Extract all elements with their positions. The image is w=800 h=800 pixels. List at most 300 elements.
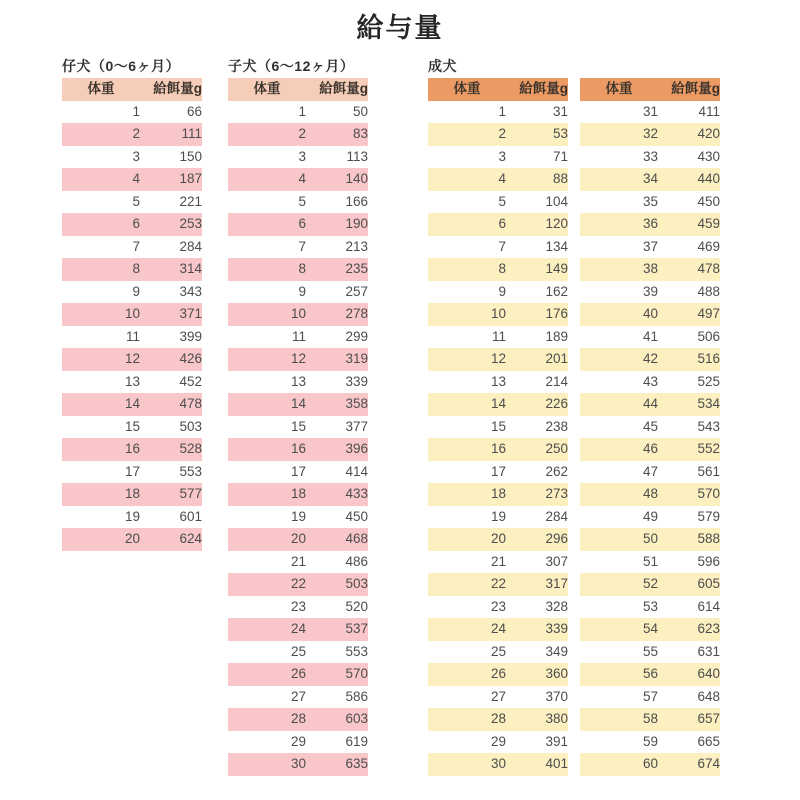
table-row xyxy=(62,326,202,349)
amount-cell: 468 xyxy=(306,528,368,551)
amount-cell: 648 xyxy=(697,688,720,704)
amount-cell: 450 xyxy=(345,508,368,524)
weight-cell: 14 xyxy=(428,393,506,416)
table-row xyxy=(580,618,720,641)
weight-cell: 53 xyxy=(642,598,658,614)
amount-cell: 603 xyxy=(306,708,368,731)
weight-cell: 25 xyxy=(290,643,306,659)
weight-cell: 6 xyxy=(62,213,140,236)
weight-cell: 39 xyxy=(642,283,658,299)
table-row xyxy=(228,708,368,731)
table-header-row xyxy=(580,78,720,101)
table-row xyxy=(228,326,368,349)
table-row xyxy=(62,281,202,304)
amount-cell: 396 xyxy=(306,438,368,461)
weight-cell: 1 xyxy=(498,103,506,119)
table-row xyxy=(428,123,568,146)
weight-cell: 26 xyxy=(428,663,506,686)
amount-cell: 420 xyxy=(658,123,720,146)
table-row xyxy=(428,663,568,686)
table-row xyxy=(428,348,568,371)
amount-cell: 299 xyxy=(345,328,368,344)
table-row xyxy=(428,393,568,416)
amount-cell: 314 xyxy=(140,258,202,281)
amount-cell: 440 xyxy=(658,168,720,191)
table-row xyxy=(428,753,568,776)
weight-cell: 42 xyxy=(580,348,658,371)
table-row xyxy=(428,146,568,169)
weight-cell: 32 xyxy=(580,123,658,146)
amount-cell: 253 xyxy=(140,213,202,236)
table-row xyxy=(428,236,568,259)
table-row xyxy=(428,101,568,124)
weight-cell: 19 xyxy=(290,508,306,524)
table-row xyxy=(62,506,202,529)
weight-cell: 5 xyxy=(298,193,306,209)
amount-cell: 296 xyxy=(506,528,568,551)
weight-cell: 23 xyxy=(490,598,506,614)
amount-cell: 624 xyxy=(140,528,202,551)
amount-cell: 543 xyxy=(697,418,720,434)
weight-cell: 9 xyxy=(298,283,306,299)
weight-cell: 28 xyxy=(428,708,506,731)
table-row xyxy=(580,483,720,506)
amount-cell: 284 xyxy=(179,238,202,254)
amount-cell: 111 xyxy=(140,123,202,146)
amount-cell: 113 xyxy=(346,148,368,164)
weight-cell: 24 xyxy=(428,618,506,641)
table-row xyxy=(228,551,368,574)
weight-cell: 16 xyxy=(62,438,140,461)
weight-cell: 15 xyxy=(124,418,140,434)
amount-cell: 328 xyxy=(545,598,568,614)
amount-cell: 503 xyxy=(179,418,202,434)
amount-cell: 459 xyxy=(658,213,720,236)
weight-cell: 11 xyxy=(125,328,140,344)
amount-cell: 534 xyxy=(658,393,720,416)
table-row xyxy=(228,168,368,191)
weight-cell: 5 xyxy=(132,193,140,209)
weight-cell: 4 xyxy=(62,168,140,191)
weight-cell: 35 xyxy=(642,193,658,209)
amount-cell: 213 xyxy=(345,238,368,254)
column-header-amount: 給餌量g xyxy=(658,78,720,101)
weight-cell: 22 xyxy=(428,573,506,596)
table-row xyxy=(580,416,720,439)
table-row xyxy=(62,213,202,236)
weight-cell: 17 xyxy=(290,463,306,479)
table-row xyxy=(428,213,568,236)
amount-cell: 631 xyxy=(697,643,720,659)
amount-cell: 50 xyxy=(352,103,368,119)
table-row xyxy=(580,708,720,731)
weight-cell: 36 xyxy=(580,213,658,236)
table-row xyxy=(428,281,568,304)
table-row xyxy=(228,416,368,439)
amount-cell: 284 xyxy=(545,508,568,524)
amount-cell: 391 xyxy=(545,733,568,749)
weight-cell: 2 xyxy=(428,123,506,146)
table-row xyxy=(428,528,568,551)
amount-cell: 469 xyxy=(697,238,720,254)
column-header-amount: 給餌量g xyxy=(306,78,368,101)
table-row xyxy=(62,371,202,394)
page-title: 給与量 xyxy=(356,13,444,43)
table-row xyxy=(228,686,368,709)
weight-cell: 59 xyxy=(642,733,658,749)
amount-cell: 497 xyxy=(658,303,720,326)
weight-cell: 8 xyxy=(228,258,306,281)
table-row xyxy=(228,213,368,236)
column-header-amount: 給餌量g xyxy=(506,78,568,101)
table-header-row xyxy=(228,78,368,101)
weight-cell: 22 xyxy=(228,573,306,596)
table-row xyxy=(228,461,368,484)
amount-cell: 426 xyxy=(140,348,202,371)
table-row xyxy=(580,731,720,754)
amount-cell: 371 xyxy=(140,303,202,326)
weight-cell: 27 xyxy=(290,688,306,704)
table-row xyxy=(228,258,368,281)
weight-cell: 17 xyxy=(490,463,506,479)
weight-cell: 58 xyxy=(580,708,658,731)
table-row xyxy=(428,686,568,709)
weight-cell: 54 xyxy=(580,618,658,641)
amount-cell: 596 xyxy=(697,553,720,569)
table-row xyxy=(580,101,720,124)
amount-cell: 88 xyxy=(506,168,568,191)
amount-cell: 553 xyxy=(179,463,202,479)
table-row xyxy=(428,708,568,731)
weight-cell: 15 xyxy=(490,418,506,434)
weight-cell: 20 xyxy=(62,528,140,551)
table-row xyxy=(228,663,368,686)
amount-cell: 516 xyxy=(658,348,720,371)
weight-cell: 46 xyxy=(580,438,658,461)
weight-cell: 16 xyxy=(428,438,506,461)
weight-cell: 10 xyxy=(428,303,506,326)
amount-cell: 273 xyxy=(506,483,568,506)
amount-cell: 414 xyxy=(345,463,368,479)
table-row xyxy=(228,528,368,551)
table-row xyxy=(580,438,720,461)
amount-cell: 339 xyxy=(345,373,368,389)
weight-cell: 3 xyxy=(498,148,506,164)
table-row xyxy=(428,618,568,641)
weight-cell: 21 xyxy=(290,553,306,569)
amount-cell: 201 xyxy=(506,348,568,371)
table-row xyxy=(428,258,568,281)
weight-cell: 9 xyxy=(498,283,506,299)
amount-cell: 411 xyxy=(698,103,720,119)
amount-cell: 257 xyxy=(345,283,368,299)
table-row xyxy=(228,506,368,529)
column-header-amount: 給餌量g xyxy=(140,78,202,101)
amount-cell: 577 xyxy=(140,483,202,506)
weight-cell: 13 xyxy=(124,373,140,389)
table-row xyxy=(228,236,368,259)
weight-cell: 19 xyxy=(490,508,506,524)
column-header-weight: 体重 xyxy=(580,78,658,101)
table-row xyxy=(428,461,568,484)
weight-cell: 33 xyxy=(642,148,658,164)
amount-cell: 343 xyxy=(179,283,202,299)
weight-cell: 50 xyxy=(580,528,658,551)
amount-cell: 665 xyxy=(697,733,720,749)
amount-cell: 614 xyxy=(697,598,720,614)
weight-cell: 21 xyxy=(490,553,506,569)
table-row xyxy=(580,753,720,776)
table-row xyxy=(428,416,568,439)
weight-cell: 38 xyxy=(580,258,658,281)
amount-cell: 53 xyxy=(506,123,568,146)
table-row xyxy=(228,371,368,394)
table-row xyxy=(428,573,568,596)
table-row xyxy=(580,326,720,349)
table-row xyxy=(580,236,720,259)
amount-cell: 401 xyxy=(506,753,568,776)
weight-cell: 16 xyxy=(228,438,306,461)
weight-cell: 20 xyxy=(428,528,506,551)
amount-cell: 579 xyxy=(697,508,720,524)
weight-cell: 13 xyxy=(290,373,306,389)
section-label-puppy-6-12m: 子犬（6〜12ヶ月） xyxy=(228,58,355,74)
amount-cell: 528 xyxy=(140,438,202,461)
amount-cell: 605 xyxy=(658,573,720,596)
column-header-weight: 体重 xyxy=(62,78,140,101)
table-row xyxy=(62,236,202,259)
weight-cell: 3 xyxy=(298,148,306,164)
weight-cell: 34 xyxy=(580,168,658,191)
table-row xyxy=(428,191,568,214)
weight-cell: 25 xyxy=(490,643,506,659)
table-row xyxy=(228,483,368,506)
table-row xyxy=(580,146,720,169)
table-row xyxy=(62,393,202,416)
amount-cell: 586 xyxy=(345,688,368,704)
weight-cell: 41 xyxy=(642,328,658,344)
amount-cell: 149 xyxy=(506,258,568,281)
table-row xyxy=(428,371,568,394)
table-row xyxy=(428,303,568,326)
section-label-puppy-0-6m: 仔犬（0〜6ヶ月） xyxy=(62,58,181,74)
amount-cell: 250 xyxy=(506,438,568,461)
weight-cell: 52 xyxy=(580,573,658,596)
weight-cell: 9 xyxy=(132,283,140,299)
table-row xyxy=(428,506,568,529)
amount-cell: 176 xyxy=(506,303,568,326)
table-row xyxy=(62,101,202,124)
table-row xyxy=(228,146,368,169)
table-row xyxy=(228,438,368,461)
table-adult-31-60 xyxy=(580,78,720,776)
table-row xyxy=(228,731,368,754)
table-row xyxy=(580,168,720,191)
table-row xyxy=(62,303,202,326)
amount-cell: 189 xyxy=(545,328,568,344)
amount-cell: 140 xyxy=(306,168,368,191)
table-row xyxy=(580,213,720,236)
table-row xyxy=(428,551,568,574)
amount-cell: 380 xyxy=(506,708,568,731)
amount-cell: 262 xyxy=(545,463,568,479)
amount-cell: 190 xyxy=(306,213,368,236)
amount-cell: 561 xyxy=(697,463,720,479)
amount-cell: 452 xyxy=(179,373,202,389)
table-row xyxy=(228,753,368,776)
table-row xyxy=(428,326,568,349)
weight-cell: 19 xyxy=(124,508,140,524)
weight-cell: 1 xyxy=(298,103,306,119)
table-row xyxy=(428,731,568,754)
table-row xyxy=(580,663,720,686)
weight-cell: 14 xyxy=(228,393,306,416)
weight-cell: 18 xyxy=(228,483,306,506)
weight-cell: 27 xyxy=(490,688,506,704)
table-row xyxy=(580,258,720,281)
amount-cell: 31 xyxy=(552,103,568,119)
amount-cell: 120 xyxy=(506,213,568,236)
table-row xyxy=(580,393,720,416)
amount-cell: 478 xyxy=(658,258,720,281)
amount-cell: 319 xyxy=(306,348,368,371)
amount-cell: 235 xyxy=(306,258,368,281)
table-row xyxy=(228,303,368,326)
weight-cell: 14 xyxy=(62,393,140,416)
amount-cell: 640 xyxy=(658,663,720,686)
table-row xyxy=(428,483,568,506)
table-header-row xyxy=(62,78,202,101)
weight-cell: 2 xyxy=(228,123,306,146)
amount-cell: 187 xyxy=(140,168,202,191)
amount-cell: 214 xyxy=(545,373,568,389)
weight-cell: 57 xyxy=(642,688,658,704)
weight-cell: 55 xyxy=(642,643,658,659)
amount-cell: 71 xyxy=(552,148,568,164)
amount-cell: 370 xyxy=(545,688,568,704)
weight-cell: 6 xyxy=(228,213,306,236)
amount-cell: 623 xyxy=(658,618,720,641)
weight-cell: 23 xyxy=(290,598,306,614)
table-row xyxy=(428,596,568,619)
table-row xyxy=(62,146,202,169)
table-row xyxy=(62,461,202,484)
weight-cell: 7 xyxy=(298,238,306,254)
table-row xyxy=(228,123,368,146)
amount-cell: 553 xyxy=(345,643,368,659)
weight-cell: 48 xyxy=(580,483,658,506)
weight-cell: 13 xyxy=(490,373,506,389)
amount-cell: 166 xyxy=(345,193,368,209)
amount-cell: 430 xyxy=(697,148,720,164)
amount-cell: 377 xyxy=(345,418,368,434)
weight-cell: 56 xyxy=(580,663,658,686)
table-row xyxy=(428,438,568,461)
weight-cell: 47 xyxy=(642,463,658,479)
weight-cell: 11 xyxy=(291,328,306,344)
table-row xyxy=(580,528,720,551)
amount-cell: 317 xyxy=(506,573,568,596)
amount-cell: 339 xyxy=(506,618,568,641)
table-row xyxy=(62,438,202,461)
weight-cell: 24 xyxy=(228,618,306,641)
weight-cell: 4 xyxy=(428,168,506,191)
amount-cell: 674 xyxy=(658,753,720,776)
weight-cell: 4 xyxy=(228,168,306,191)
column-header-weight: 体重 xyxy=(228,78,306,101)
weight-cell: 51 xyxy=(642,553,658,569)
amount-cell: 601 xyxy=(179,508,202,524)
column-header-weight: 体重 xyxy=(428,78,506,101)
table-row xyxy=(580,191,720,214)
table-row xyxy=(580,371,720,394)
amount-cell: 478 xyxy=(140,393,202,416)
weight-cell: 8 xyxy=(428,258,506,281)
table-adult-1-30 xyxy=(428,78,568,776)
table-row xyxy=(580,686,720,709)
amount-cell: 238 xyxy=(545,418,568,434)
table-header-row xyxy=(428,78,568,101)
amount-cell: 226 xyxy=(506,393,568,416)
weight-cell: 60 xyxy=(580,753,658,776)
weight-cell: 30 xyxy=(228,753,306,776)
weight-cell: 5 xyxy=(498,193,506,209)
table-row xyxy=(580,461,720,484)
weight-cell: 2 xyxy=(62,123,140,146)
table-row xyxy=(228,101,368,124)
amount-cell: 537 xyxy=(306,618,368,641)
amount-cell: 657 xyxy=(658,708,720,731)
table-row xyxy=(228,393,368,416)
amount-cell: 433 xyxy=(306,483,368,506)
table-row xyxy=(580,596,720,619)
weight-cell: 18 xyxy=(62,483,140,506)
table-row xyxy=(62,123,202,146)
weight-cell: 44 xyxy=(580,393,658,416)
table-puppy-0-6m xyxy=(62,78,202,551)
amount-cell: 278 xyxy=(306,303,368,326)
table-row xyxy=(580,303,720,326)
table-row xyxy=(62,348,202,371)
weight-cell: 1 xyxy=(132,103,140,119)
weight-cell: 10 xyxy=(228,303,306,326)
weight-cell: 40 xyxy=(580,303,658,326)
amount-cell: 503 xyxy=(306,573,368,596)
table-row xyxy=(580,551,720,574)
table-row xyxy=(62,258,202,281)
table-puppy-6-12m xyxy=(228,78,368,776)
weight-cell: 6 xyxy=(428,213,506,236)
amount-cell: 134 xyxy=(545,238,568,254)
weight-cell: 3 xyxy=(132,148,140,164)
weight-cell: 31 xyxy=(642,103,658,119)
table-row xyxy=(228,191,368,214)
weight-cell: 12 xyxy=(228,348,306,371)
amount-cell: 399 xyxy=(179,328,202,344)
amount-cell: 520 xyxy=(345,598,368,614)
amount-cell: 150 xyxy=(179,148,202,164)
table-row xyxy=(62,416,202,439)
amount-cell: 307 xyxy=(545,553,568,569)
weight-cell: 28 xyxy=(228,708,306,731)
section-label-adult: 成犬 xyxy=(428,58,457,74)
amount-cell: 104 xyxy=(545,193,568,209)
table-row xyxy=(580,348,720,371)
table-row xyxy=(228,348,368,371)
table-row xyxy=(228,618,368,641)
table-row xyxy=(62,483,202,506)
table-row xyxy=(580,281,720,304)
